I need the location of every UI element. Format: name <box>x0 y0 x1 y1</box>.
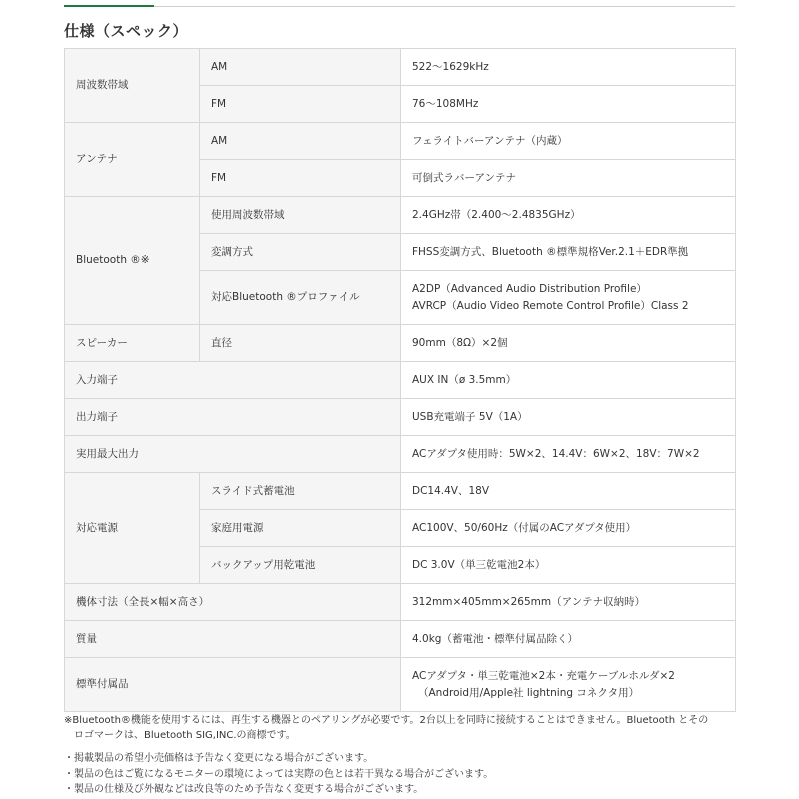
sub-label: AM <box>200 49 401 86</box>
spec-value: 90mm（8Ω）×2個 <box>401 325 736 362</box>
disclaimer-item: ・製品の仕様及び外観などは改良等のため予告なく変更する場合がございます。 <box>64 784 424 795</box>
row-label: 出力端子 <box>65 399 401 436</box>
sub-label: FM <box>200 86 401 123</box>
sub-label: スライド式蓄電池 <box>200 473 401 510</box>
row-label: 対応電源 <box>65 473 200 584</box>
spec-value: USB充電端子 5V（1A） <box>401 399 736 436</box>
spec-value-line: AVRCP（Audio Video Remote Control Profile）Class 2 <box>412 299 689 312</box>
row-label: アンテナ <box>65 123 200 197</box>
spec-value: DC 3.0V（単三乾電池2本） <box>401 547 736 584</box>
disclaimer-list <box>64 751 744 798</box>
table-row <box>65 197 736 234</box>
table-row <box>65 325 736 362</box>
spec-value: 522〜1629kHz <box>401 49 736 86</box>
sub-label: 家庭用電源 <box>200 510 401 547</box>
table-row <box>65 362 736 399</box>
spec-value-line: （Android用/Apple社 lightning コネクタ用） <box>418 686 640 699</box>
spec-value: FHSS変調方式、Bluetooth ®標準規格Ver.2.1＋EDR準拠 <box>401 234 736 271</box>
spec-value: 76〜108MHz <box>401 86 736 123</box>
sub-label: 直径 <box>200 325 401 362</box>
spec-value-line: ACアダプタ・単三乾電池×2本・充電ケーブルホルダ×2 <box>412 669 675 682</box>
table-row <box>65 584 736 621</box>
table-row <box>65 436 736 473</box>
spec-table <box>64 48 736 712</box>
sub-label: AM <box>200 123 401 160</box>
sub-label: 使用周波数帯域 <box>200 197 401 234</box>
disclaimer-item: ・製品の色はご覧になるモニターの環境によっては実際の色とは若干異なる場合がございます。 <box>64 768 494 780</box>
bluetooth-note-cont: ロゴマークは、Bluetooth SIG,INC.の商標です。 <box>74 730 296 741</box>
spec-value: フェライトバーアンテナ（内蔵） <box>401 123 736 160</box>
row-label: 機体寸法（全長×幅×高さ） <box>65 584 401 621</box>
table-row <box>65 621 736 658</box>
accent-rule <box>64 5 154 7</box>
spec-value: ACアダプタ使用時：5W×2、14.4V：6W×2、18V：7W×2 <box>401 436 736 473</box>
spec-value: 4.0kg（蓄電池・標準付属品除く） <box>401 621 736 658</box>
footnotes <box>64 713 744 798</box>
row-label: スピーカー <box>65 325 200 362</box>
spec-value: AC100V、50/60Hz（付属のACアダプタ使用） <box>401 510 736 547</box>
sub-label: 変調方式 <box>200 234 401 271</box>
table-row <box>65 123 736 160</box>
divider-rule <box>154 6 735 7</box>
spec-value: AUX IN（ø 3.5mm） <box>401 362 736 399</box>
spec-value <box>401 658 736 712</box>
spec-value: DC14.4V、18V <box>401 473 736 510</box>
row-label: 周波数帯域 <box>65 49 200 123</box>
bluetooth-note: ※Bluetooth®機能を使用するには、再生する機器とのペアリングが必要です。2台以上を同時に接続することはできません。Bluetooth とその <box>64 715 709 726</box>
page-title: 仕様（スペック） <box>64 22 189 40</box>
spec-value: 312mm×405mm×265mm（アンテナ収納時） <box>401 584 736 621</box>
row-label: 標準付属品 <box>65 658 401 712</box>
sub-label: バックアップ用乾電池 <box>200 547 401 584</box>
table-row <box>65 49 736 86</box>
row-label: 質量 <box>65 621 401 658</box>
spec-value-line: A2DP（Advanced Audio Distribution Profile） <box>412 282 647 295</box>
sub-label: FM <box>200 160 401 197</box>
table-row <box>65 399 736 436</box>
row-label: 入力端子 <box>65 362 401 399</box>
row-label: 実用最大出力 <box>65 436 401 473</box>
table-row <box>65 473 736 510</box>
spec-value: 2.4GHz帯（2.400〜2.4835GHz） <box>401 197 736 234</box>
table-row <box>65 658 736 712</box>
spec-value <box>401 271 736 325</box>
disclaimer-item: ・掲載製品の希望小売価格は予告なく変更になる場合がございます。 <box>64 753 374 764</box>
sub-label: 対応Bluetooth ®プロファイル <box>200 271 401 325</box>
row-label: Bluetooth ®※ <box>65 197 200 325</box>
spec-value: 可倒式ラバーアンテナ <box>401 160 736 197</box>
